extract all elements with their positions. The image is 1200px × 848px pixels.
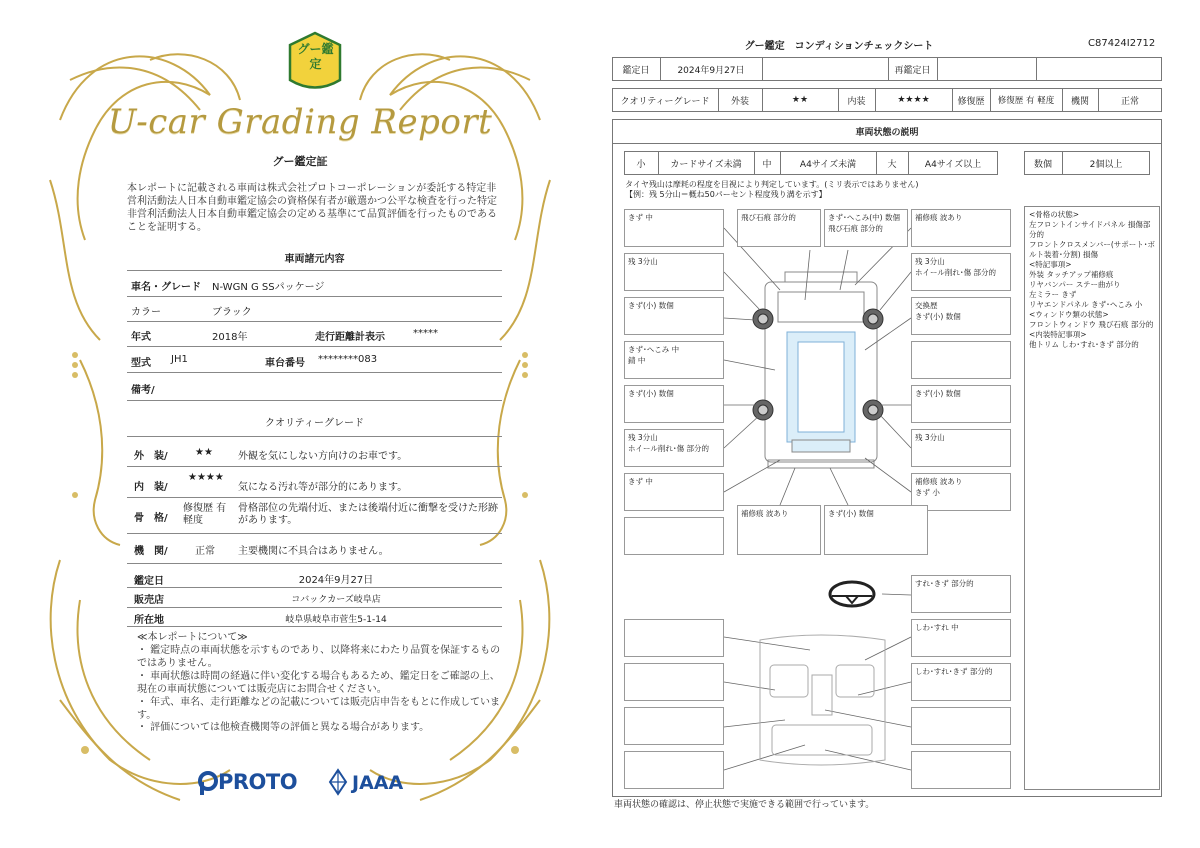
model-value: JH1	[171, 354, 188, 365]
side-note-line: <ウィンドウ類の状態>	[1029, 310, 1109, 319]
damage-box: きず(小) 数個	[824, 505, 928, 555]
sheet-code: C87424I2712	[1088, 38, 1156, 49]
interior-box: すれ･きず 部分的	[911, 575, 1011, 613]
damage-box: 補修痕 波あり きず 小	[911, 473, 1011, 511]
divider	[127, 296, 502, 297]
engine-value: 正常	[1120, 96, 1139, 107]
exterior-desc: 外観を気にしない方向けのお車です。	[238, 451, 408, 462]
certificate-title: グー鑑定証	[272, 155, 328, 168]
divider	[127, 626, 502, 627]
engine-label: 機関	[1070, 96, 1089, 107]
tire-note: タイヤ残山は摩耗の程度を目視により判定しています。(ミリ表示ではありません)	[625, 180, 919, 189]
divider	[127, 607, 502, 608]
certificate-text: 本レポートに記載される車両は株式会社プロトコーポレーションが委託する特定非営利活動法人日本自動車鑑定協会の資格保有者が厳選かつ公平な検査を行った特定非営利活動法人日本自動車鑑定協会の定める基準にて品質評価を行ったものであることを証明する。	[127, 183, 497, 233]
specs-heading: 車両諸元内容	[284, 254, 345, 265]
date-label: 鑑定日	[622, 65, 650, 76]
size-medium-value: A4サイズ未満	[799, 159, 857, 170]
model-label: 型式	[131, 358, 151, 369]
mileage-label: 走行距離計表示	[315, 332, 385, 343]
condition-check-sheet	[600, 0, 1200, 848]
damage-box: 補修痕 波あり	[911, 209, 1011, 247]
frame-grade: 修復歴 有 軽度	[183, 503, 227, 526]
color-value: ブラック	[212, 307, 252, 318]
engine-label: 機 関/	[134, 546, 168, 557]
divider	[127, 436, 502, 437]
side-note-line: <骨格の状態>	[1029, 210, 1080, 219]
divider	[127, 563, 502, 564]
damage-box: きず(小) 数個	[911, 385, 1011, 423]
side-note-line: フロントクロスメンバー(サポート･ボルト装着･分割) 損傷	[1029, 240, 1156, 259]
size-medium-key: 中	[762, 159, 772, 170]
damage-box: 交換歴 きず(小) 数個	[911, 297, 1011, 335]
damage-box: 補修痕 波あり	[737, 505, 821, 555]
appraisal-date-value: 2024年9月27日	[298, 575, 374, 586]
side-notes-panel	[1024, 206, 1160, 790]
quality-grade-label: クオリティーグレード	[620, 96, 710, 107]
damage-box: きず 中	[624, 473, 724, 511]
interior-box	[911, 751, 1011, 789]
interior-value: ★★★★	[897, 95, 930, 105]
remarks-label: 備考/	[131, 385, 155, 396]
interior-label: 内装	[847, 96, 866, 107]
size-large-value: A4サイズ以上	[924, 159, 982, 170]
frame-label: 骨 格/	[134, 513, 168, 524]
steering-wheel-icon	[830, 582, 874, 606]
damage-box	[624, 517, 724, 555]
interior-label: 内 装/	[134, 482, 168, 493]
report-title: U-car Grading Report	[107, 102, 493, 142]
exterior-value: ★★	[791, 95, 809, 105]
repair-label: 修復歴	[957, 96, 985, 107]
interior-box	[624, 707, 724, 745]
interior-grade: ★★★★	[188, 472, 224, 483]
color-label: カラー	[131, 307, 161, 318]
interior-box	[624, 619, 724, 657]
interior-box: しわ･すれ 中	[911, 619, 1011, 657]
notes-heading: ≪本レポートについて≫	[137, 632, 248, 643]
divider	[127, 497, 502, 498]
size-small-value: カードサイズ未満	[670, 159, 742, 170]
interior-box	[911, 707, 1011, 745]
exterior-label: 外 装/	[134, 451, 168, 462]
side-note-line: 外装 タッチアップ補修痕	[1029, 270, 1114, 279]
emblem-text: グー鑑定	[297, 42, 334, 71]
engine-desc: 主要機関に不具合はありません。	[238, 546, 389, 557]
vehicle-state-heading: 車両状態の説明	[855, 127, 919, 138]
damage-box: 残 3分山	[624, 253, 724, 291]
year-value: 2018年	[212, 332, 248, 343]
side-note-line: 他トリム しわ･すれ･きず 部分的	[1029, 340, 1139, 349]
note-item: ・ 車両状態は時間の経過に伴い変化する場合もあるため、鑑定日をご確認の上、現在の車両状態については販売店にお問合せください。	[137, 671, 500, 695]
exterior-grade: ★★	[195, 447, 213, 458]
interior-desc: 気になる汚れ等が部分的にあります。	[238, 482, 408, 493]
proto-logo: PROTO	[218, 770, 298, 794]
divider	[127, 400, 502, 401]
reappraisal-label: 再鑑定日	[894, 65, 931, 76]
divider	[127, 270, 502, 271]
damage-box: 飛び石痕 部分的	[737, 209, 821, 247]
side-note-line: リヤエンドパネル きず･へこみ 小	[1029, 300, 1143, 309]
note-item: ・ 評価については他検査機関等の評価と異なる場合があります。	[137, 722, 430, 733]
engine-grade: 正常	[195, 546, 215, 557]
car-name-label: 車名・グレード	[131, 282, 201, 293]
divider	[127, 372, 502, 373]
divider	[127, 466, 502, 467]
repair-value: 修復歴 有 軽度	[997, 96, 1055, 106]
damage-box: きず 中	[624, 209, 724, 247]
interior-box	[624, 751, 724, 789]
jaaa-logo-icon	[328, 768, 348, 796]
damage-box: 残 3分山	[911, 429, 1011, 467]
address-label: 所在地	[134, 615, 164, 626]
divider	[127, 346, 502, 347]
shop-label: 販売店	[134, 595, 164, 606]
address-value: 岐阜県岐阜市菅生5-1-14	[285, 615, 387, 625]
divider	[127, 587, 502, 588]
tire-example: 【例：残 5分山＝概ね50パーセント程度残り溝を示す】	[625, 190, 827, 199]
count-value: 2個以上	[1089, 159, 1123, 170]
interior-box	[624, 663, 724, 701]
size-large-key: 大	[887, 159, 897, 170]
year-label: 年式	[131, 332, 151, 343]
sheet-title: グー鑑定 コンディションチェックシート	[744, 41, 934, 52]
side-note-line: フロントウィンドウ 飛び石痕 部分的	[1029, 320, 1154, 329]
footer-note: 車両状態の確認は、停止状態で実施できる範囲で行っています。	[614, 800, 875, 810]
appraisal-date-label: 鑑定日	[134, 576, 164, 587]
frame-desc: 骨格部位の先端付近、または後端付近に衝撃を受けた形跡があります。	[238, 503, 498, 526]
damage-box: 残 3分山 ホイール削れ･傷 部分的	[624, 429, 724, 467]
damage-box: きず･へこみ(中) 数個 飛び石痕 部分的	[824, 209, 908, 247]
proto-logo-icon	[198, 770, 218, 796]
jaaa-logo: JAAA	[352, 772, 404, 794]
damage-box: 残 3分山 ホイール削れ･傷 部分的	[911, 253, 1011, 291]
quality-heading: クオリティーグレード	[265, 418, 364, 429]
shop-value: コバックカーズ岐阜店	[291, 595, 381, 605]
note-item: ・ 鑑定時点の車両状態を示すものであり、以降将来にわたり品質を保証するものではありません。	[137, 645, 501, 669]
divider	[127, 321, 502, 322]
chassis-label: 車台番号	[265, 358, 305, 369]
chassis-value: ********083	[318, 354, 378, 365]
damage-box	[911, 341, 1011, 379]
damage-box: きず(小) 数個	[624, 297, 724, 335]
side-note-line: <特記事項>	[1029, 260, 1072, 269]
date-value: 2024年9月27日	[677, 65, 745, 76]
side-note-line: リヤバンパー ステー曲がり	[1029, 280, 1121, 289]
damage-box: きず(小) 数個	[624, 385, 724, 423]
size-small-key: 小	[636, 159, 646, 170]
interior-box: しわ･すれ･きず 部分的	[911, 663, 1011, 701]
side-note-line: 左ミラー きず	[1029, 290, 1077, 299]
damage-box: きず･へこみ 中 錆 中	[624, 341, 724, 379]
car-name-value: N-WGN G SSパッケージ	[212, 282, 325, 293]
mileage-value: *****	[413, 328, 438, 339]
divider	[127, 533, 502, 534]
count-label: 数個	[1033, 159, 1052, 170]
exterior-label: 外装	[730, 96, 749, 107]
side-note-line: 左フロントインサイドパネル 損傷部分的	[1029, 220, 1151, 239]
note-item: ・ 年式、車名、走行距離などの記載については販売店申告をもとに作成しています。	[137, 697, 500, 721]
side-note-line: <内装特記事項>	[1029, 330, 1087, 339]
